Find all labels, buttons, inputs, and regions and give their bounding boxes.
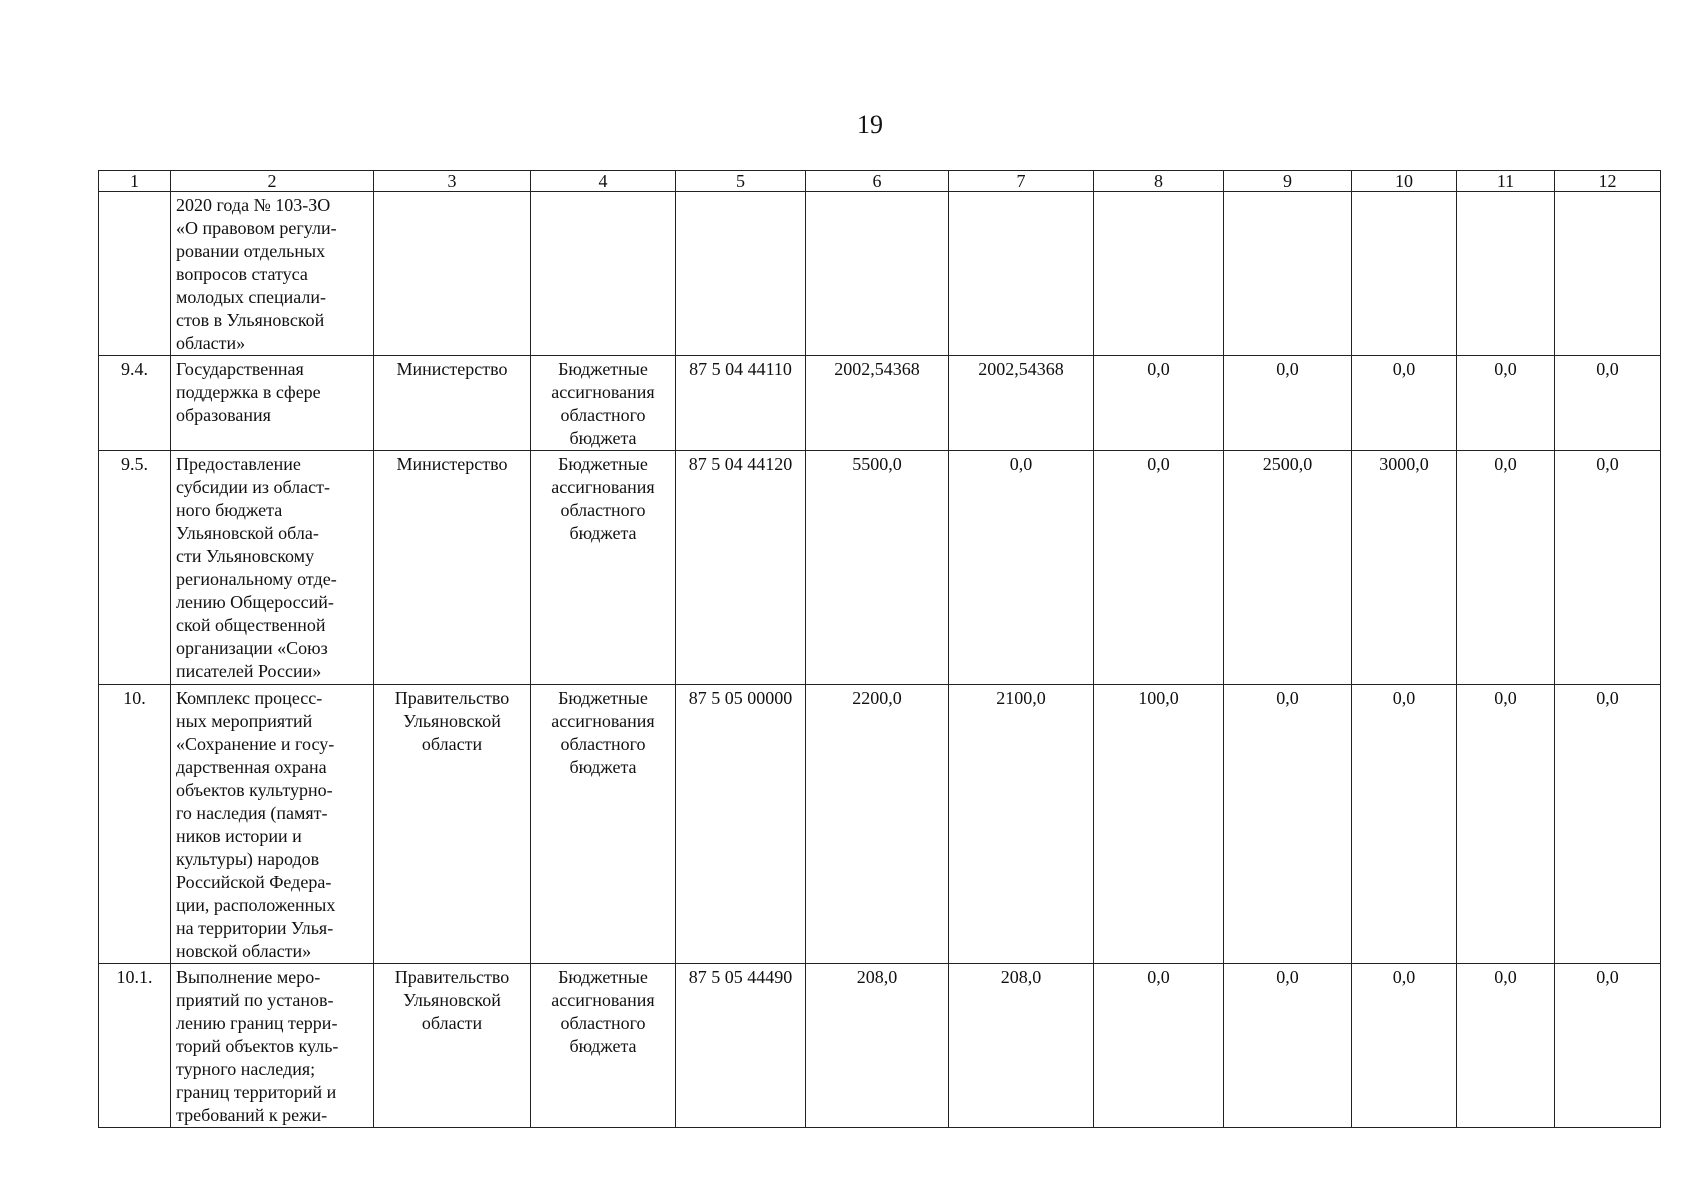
column-header: 12 (1555, 171, 1661, 192)
value-cell: 0,0 (1352, 356, 1457, 451)
value-cell: 0,0 (1224, 356, 1352, 451)
row-number (99, 192, 171, 356)
value-cell: 0,0 (949, 451, 1094, 685)
column-number-row (99, 171, 1661, 192)
value-cell: 100,0 (1094, 685, 1224, 964)
column-header: 11 (1457, 171, 1555, 192)
budget-table (98, 170, 1661, 1128)
value-cell: 2002,54368 (949, 356, 1094, 451)
row-code: 87 5 05 44490 (676, 964, 806, 1128)
value-cell: 0,0 (1224, 964, 1352, 1128)
row-code: 87 5 05 00000 (676, 685, 806, 964)
row-code (676, 192, 806, 356)
value-cell: 0,0 (1555, 451, 1661, 685)
value-cell: 0,0 (1457, 685, 1555, 964)
row-name: Государственная поддержка в сфере образования (171, 356, 374, 451)
column-header: 6 (806, 171, 949, 192)
row-number: 9.5. (99, 451, 171, 685)
row-source: Бюджетные ассигнования областного бюджета (531, 964, 676, 1128)
value-cell: 0,0 (1352, 964, 1457, 1128)
row-executor (374, 192, 531, 356)
value-cell: 0,0 (1555, 356, 1661, 451)
row-source: Бюджетные ассигнования областного бюджета (531, 685, 676, 964)
value-cell: 0,0 (1224, 685, 1352, 964)
value-cell (1352, 192, 1457, 356)
row-code: 87 5 04 44120 (676, 451, 806, 685)
value-cell: 2100,0 (949, 685, 1094, 964)
value-cell: 2200,0 (806, 685, 949, 964)
row-executor: Министерство (374, 451, 531, 685)
row-source (531, 192, 676, 356)
value-cell (1094, 192, 1224, 356)
value-cell: 3000,0 (1352, 451, 1457, 685)
row-number: 10. (99, 685, 171, 964)
value-cell (1457, 192, 1555, 356)
table-row (99, 192, 1661, 356)
column-header: 10 (1352, 171, 1457, 192)
value-cell: 0,0 (1094, 451, 1224, 685)
value-cell (1224, 192, 1352, 356)
value-cell: 0,0 (1457, 356, 1555, 451)
row-source: Бюджетные ассигнования областного бюджета (531, 356, 676, 451)
value-cell: 0,0 (1457, 964, 1555, 1128)
table-row (99, 356, 1661, 451)
value-cell (949, 192, 1094, 356)
row-name: Выполнение меро- приятий по установ- лению границ терри- торий объектов куль- турного наследия; границ территорий и требований к режи- (171, 964, 374, 1128)
row-number: 9.4. (99, 356, 171, 451)
value-cell: 0,0 (1352, 685, 1457, 964)
value-cell: 0,0 (1555, 964, 1661, 1128)
row-name: Комплекс процесс- ных мероприятий «Сохранение и госу- дарственная охрана объектов культурно- го наследия (памят- ников истории и культуры) народов Российской Федера- ции, расположенных на территории Улья- новской области» (171, 685, 374, 964)
row-name: Предоставление субсидии из област- ного бюджета Ульяновской обла- сти Ульяновскому региональному отде- лению Общероссий- ской общественной организации «Союз писателей России» (171, 451, 374, 685)
row-number: 10.1. (99, 964, 171, 1128)
value-cell: 2500,0 (1224, 451, 1352, 685)
value-cell (806, 192, 949, 356)
row-executor: Министерство (374, 356, 531, 451)
value-cell (1555, 192, 1661, 356)
row-source: Бюджетные ассигнования областного бюджета (531, 451, 676, 685)
row-name: 2020 года № 103-ЗО «О правовом регули- ровании отдельных вопросов статуса молодых специали- стов в Ульяновской области» (171, 192, 374, 356)
row-executor: Правительство Ульяновской области (374, 685, 531, 964)
column-header: 2 (171, 171, 374, 192)
column-header: 4 (531, 171, 676, 192)
value-cell: 2002,54368 (806, 356, 949, 451)
table-row (99, 685, 1661, 964)
table-row (99, 964, 1661, 1128)
page-number: 19 (857, 110, 883, 139)
table-row (99, 451, 1661, 685)
value-cell: 0,0 (1094, 964, 1224, 1128)
value-cell: 0,0 (1555, 685, 1661, 964)
column-header: 8 (1094, 171, 1224, 192)
value-cell: 0,0 (1094, 356, 1224, 451)
value-cell: 208,0 (949, 964, 1094, 1128)
value-cell: 0,0 (1457, 451, 1555, 685)
column-header: 7 (949, 171, 1094, 192)
column-header: 1 (99, 171, 171, 192)
row-executor: Правительство Ульяновской области (374, 964, 531, 1128)
value-cell: 5500,0 (806, 451, 949, 685)
value-cell: 208,0 (806, 964, 949, 1128)
column-header: 9 (1224, 171, 1352, 192)
row-code: 87 5 04 44110 (676, 356, 806, 451)
column-header: 3 (374, 171, 531, 192)
column-header: 5 (676, 171, 806, 192)
